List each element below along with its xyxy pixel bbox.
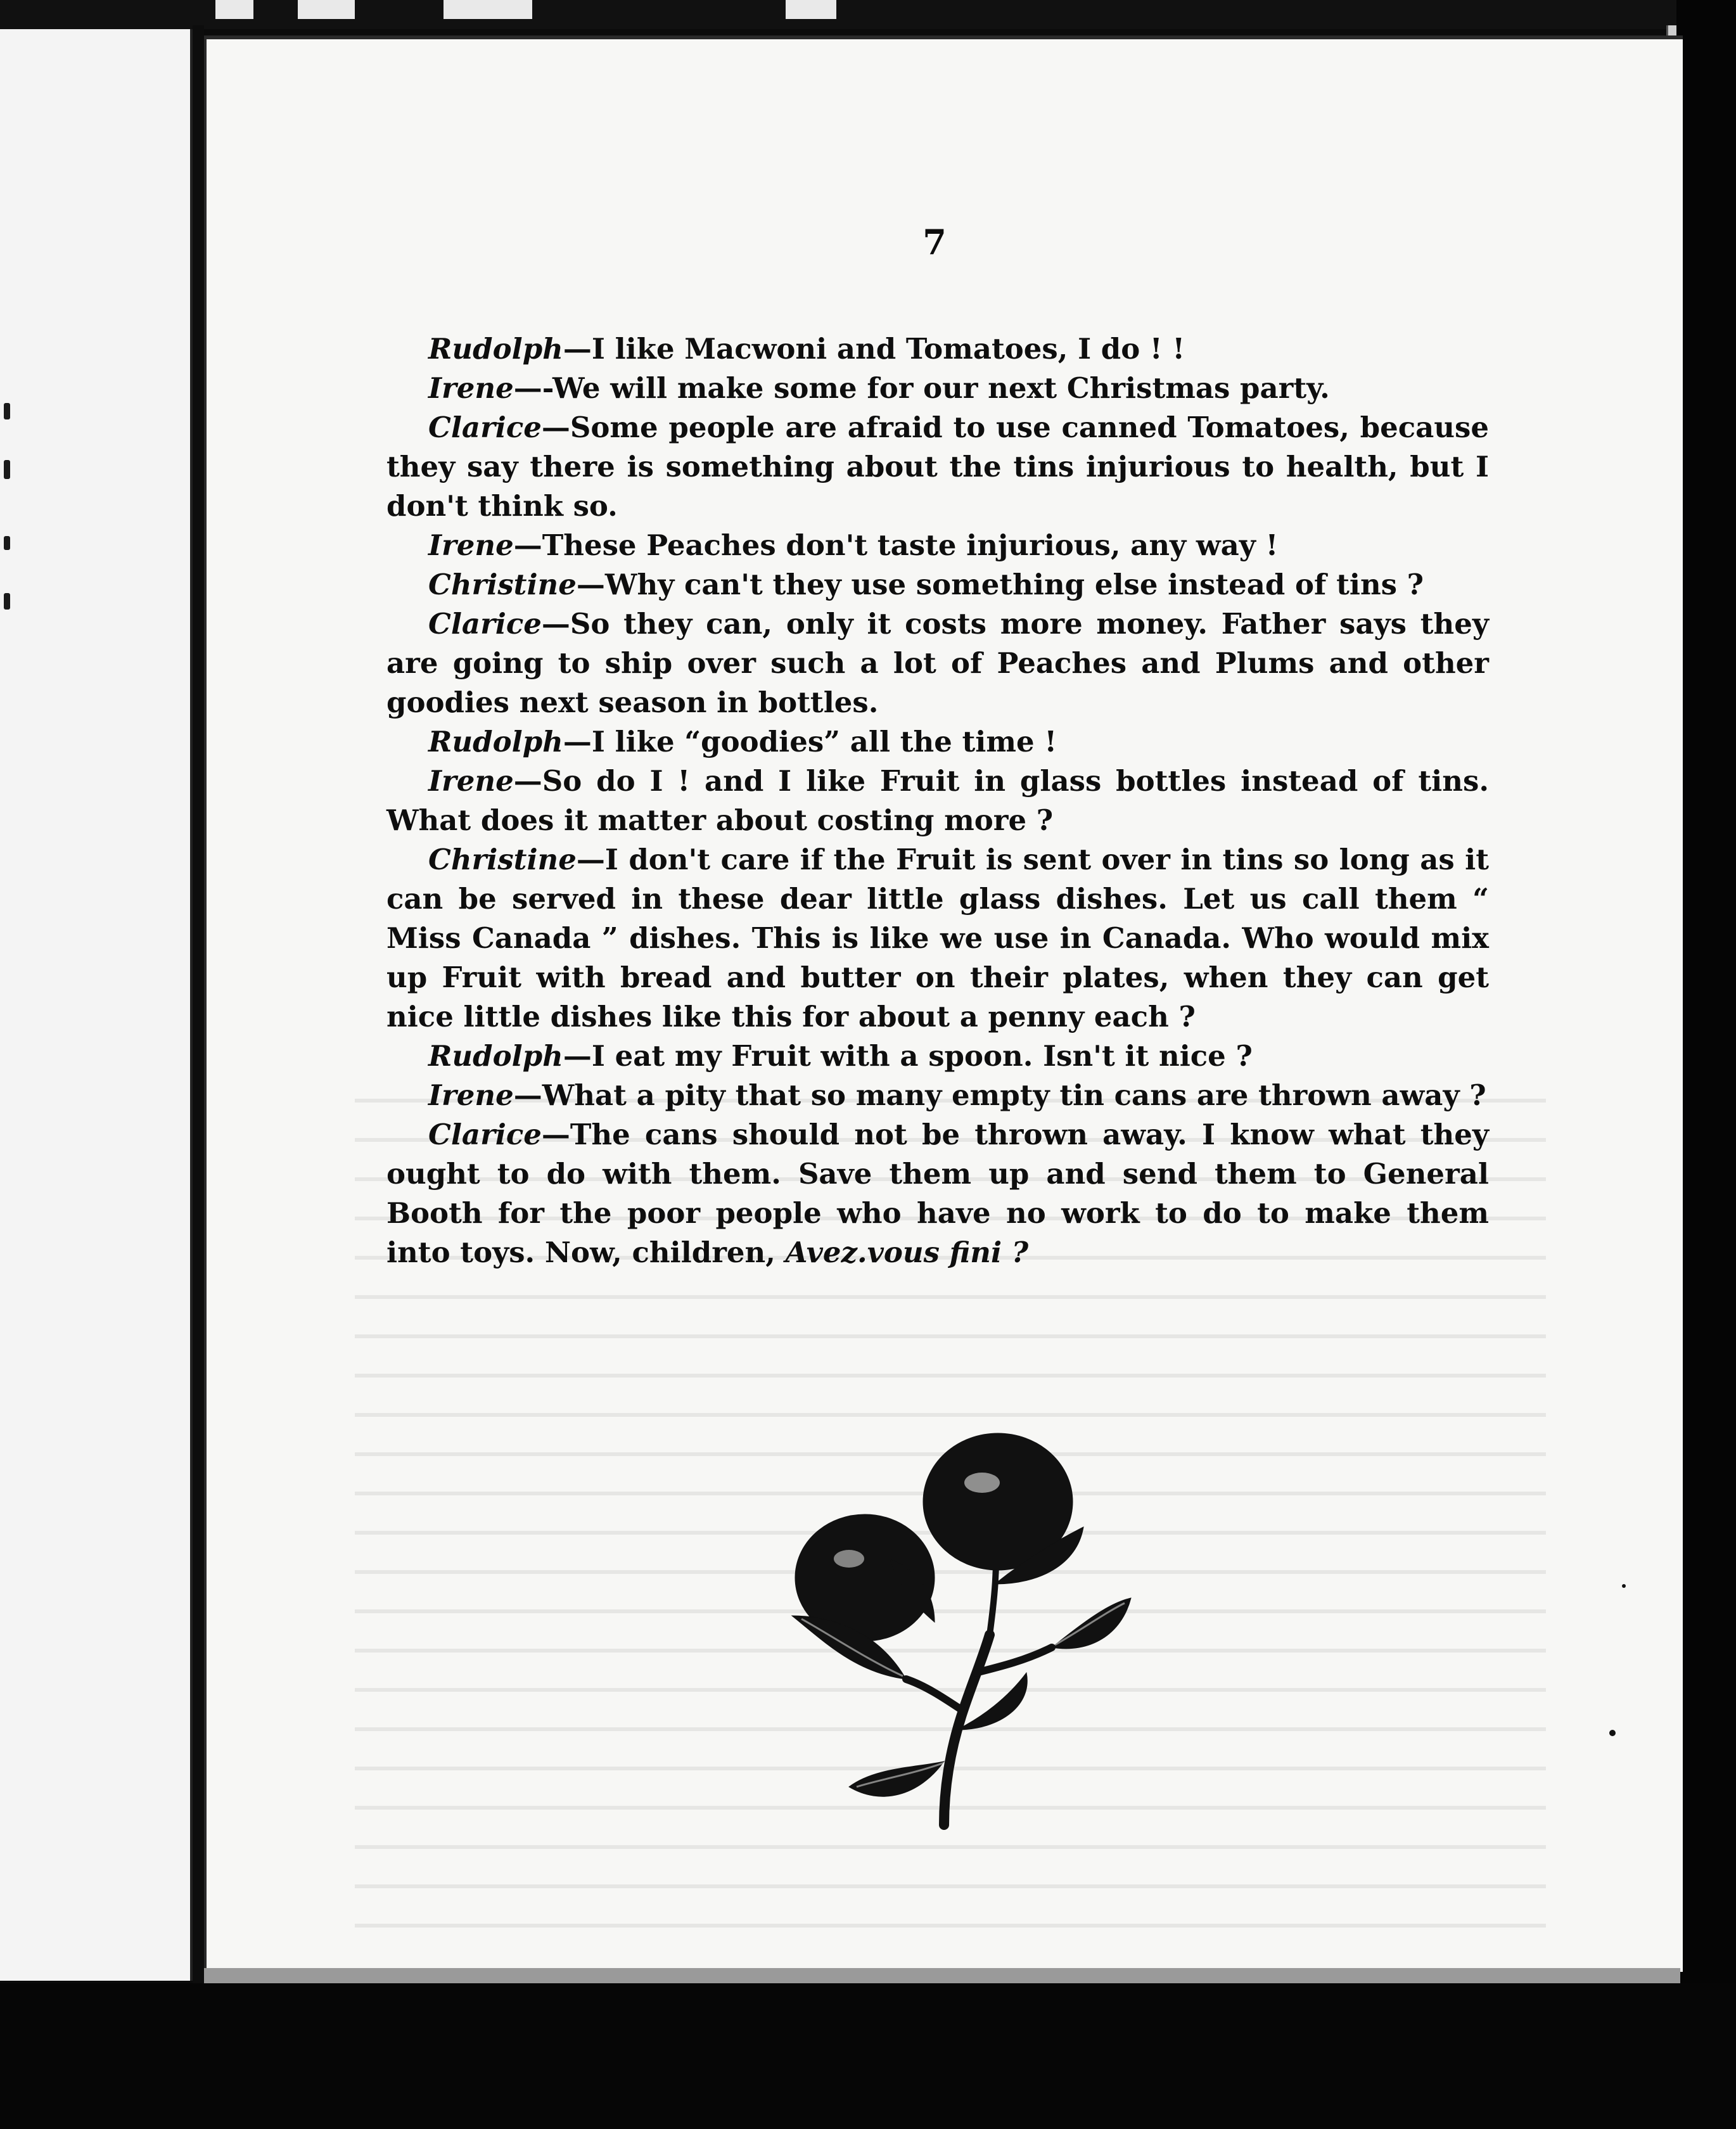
scan-bottom-border <box>0 1983 1736 2129</box>
dialogue-line: Irene—-We will make some for our next Christmas party. <box>428 371 1330 405</box>
line-text: Why can't they use something else instead of tins ? <box>604 568 1424 601</box>
line-text: So they can, only it costs more money. Father says they are going to ship over such a lot of Peaches and Plums and other goodies next season in bottles. <box>386 607 1489 719</box>
scan-top-border <box>0 0 1736 29</box>
dialogue-line: Clarice—So they can, only it costs more money. Father says they are going to ship over such a lot of Peaches and Plums and other goodies next season in bottles. <box>386 607 1489 719</box>
line-text: Some people are afraid to use canned Tomatoes, because they say there is something about the tins injurious to health, but I don't think so. <box>386 411 1489 523</box>
line-text: I like Macwoni and Tomatoes, I do ! ! <box>591 332 1185 366</box>
line-text: These Peaches don't taste injurious, any way ! <box>542 528 1279 562</box>
dialogue-line: Rudolph—I eat my Fruit with a spoon. Isn't it nice ? <box>428 1039 1253 1073</box>
dialogue-line: Clarice—Some people are afraid to use canned Tomatoes, because they say there is something about the tins injurious to health, but I don't think so. <box>386 411 1489 523</box>
page-bottom-edge <box>204 1968 1680 1983</box>
line-text: The cans should not be thrown away. I know what they ought to do with them. Save them up and send them to General Booth for the poor people who have no work to do to make them into toys. Now, children, <box>386 1118 1489 1269</box>
dialogue-line: Irene—So do I ! and I like Fruit in glass bottles instead of tins. What does it matter about costing more ? <box>386 764 1489 837</box>
dialogue-line: Irene—What a pity that so many empty tin cans are thrown away ? <box>428 1078 1486 1112</box>
speaker-name: Irene <box>428 764 514 798</box>
speaker-name: Clarice <box>428 607 542 641</box>
line-text: I like “goodies” all the time ! <box>591 725 1057 758</box>
dialogue-line: Rudolph—I like Macwoni and Tomatoes, I do ! ! <box>428 332 1185 366</box>
book-gutter <box>193 25 204 2021</box>
speaker-name: Irene <box>428 371 514 405</box>
previous-page-edge <box>0 29 193 1981</box>
speaker-name: Christine <box>428 843 577 876</box>
line-text: So do I ! and I like Fruit in glass bottles instead of tins. What does it matter about costing more ? <box>386 764 1489 837</box>
dialogue-line: Christine—I don't care if the Fruit is sent over in tins so long as it can be served in these dear little glass dishes. Let us call them “ Miss Canada ” dishes. This is like we use in Canada. Who would mix up Fruit with bread and butter on their plates, when they can get nice little dishes like this for about a penny each ? <box>386 843 1489 1033</box>
speaker-name: Christine <box>428 568 577 601</box>
speaker-name: Rudolph <box>428 1039 563 1073</box>
ink-speck <box>1609 1730 1616 1736</box>
ink-speck <box>1622 1584 1626 1588</box>
scan-right-border <box>1676 0 1736 2129</box>
closing-phrase: Avez.vous fini ? <box>785 1236 1029 1269</box>
speaker-name: Rudolph <box>428 332 563 366</box>
speaker-name: Rudolph <box>428 725 563 758</box>
page-number: 7 <box>922 222 947 262</box>
speaker-name: Clarice <box>428 1118 542 1151</box>
dialogue-line: Christine—Why can't they use something else instead of tins ? <box>428 568 1424 601</box>
line-text: I eat my Fruit with a spoon. Isn't it nice ? <box>591 1039 1253 1073</box>
fruit-branch-icon <box>754 1432 1134 1838</box>
line-text: What a pity that so many empty tin cans are thrown away ? <box>542 1078 1486 1112</box>
dialogue-line: Clarice—The cans should not be thrown away. I know what they ought to do with them. Save them up and send them to General Booth for the poor people who have no work to do to make them into toys. Now, children, Avez.vous fini ? <box>386 1118 1489 1269</box>
speaker-name: Clarice <box>428 411 542 444</box>
dialogue-line: Irene—These Peaches don't taste injurious, any way ! <box>428 528 1279 562</box>
speaker-name: Irene <box>428 528 514 562</box>
line-text: I don't care if the Fruit is sent over in tins so long as it can be served in these dear little glass dishes. Let us call them “ Miss Canada ” dishes. This is like we use in Canada. Who would mix up Fruit with bread and butter on their plates, when they can get nice little dishes like this for about a penny each ? <box>386 843 1489 1033</box>
line-text: We will make some for our next Christmas party. <box>552 371 1330 405</box>
dialogue-line: Rudolph—I like “goodies” all the time ! <box>428 725 1057 758</box>
dialogue-text <box>386 329 1489 1272</box>
speaker-name: Irene <box>428 1078 514 1112</box>
